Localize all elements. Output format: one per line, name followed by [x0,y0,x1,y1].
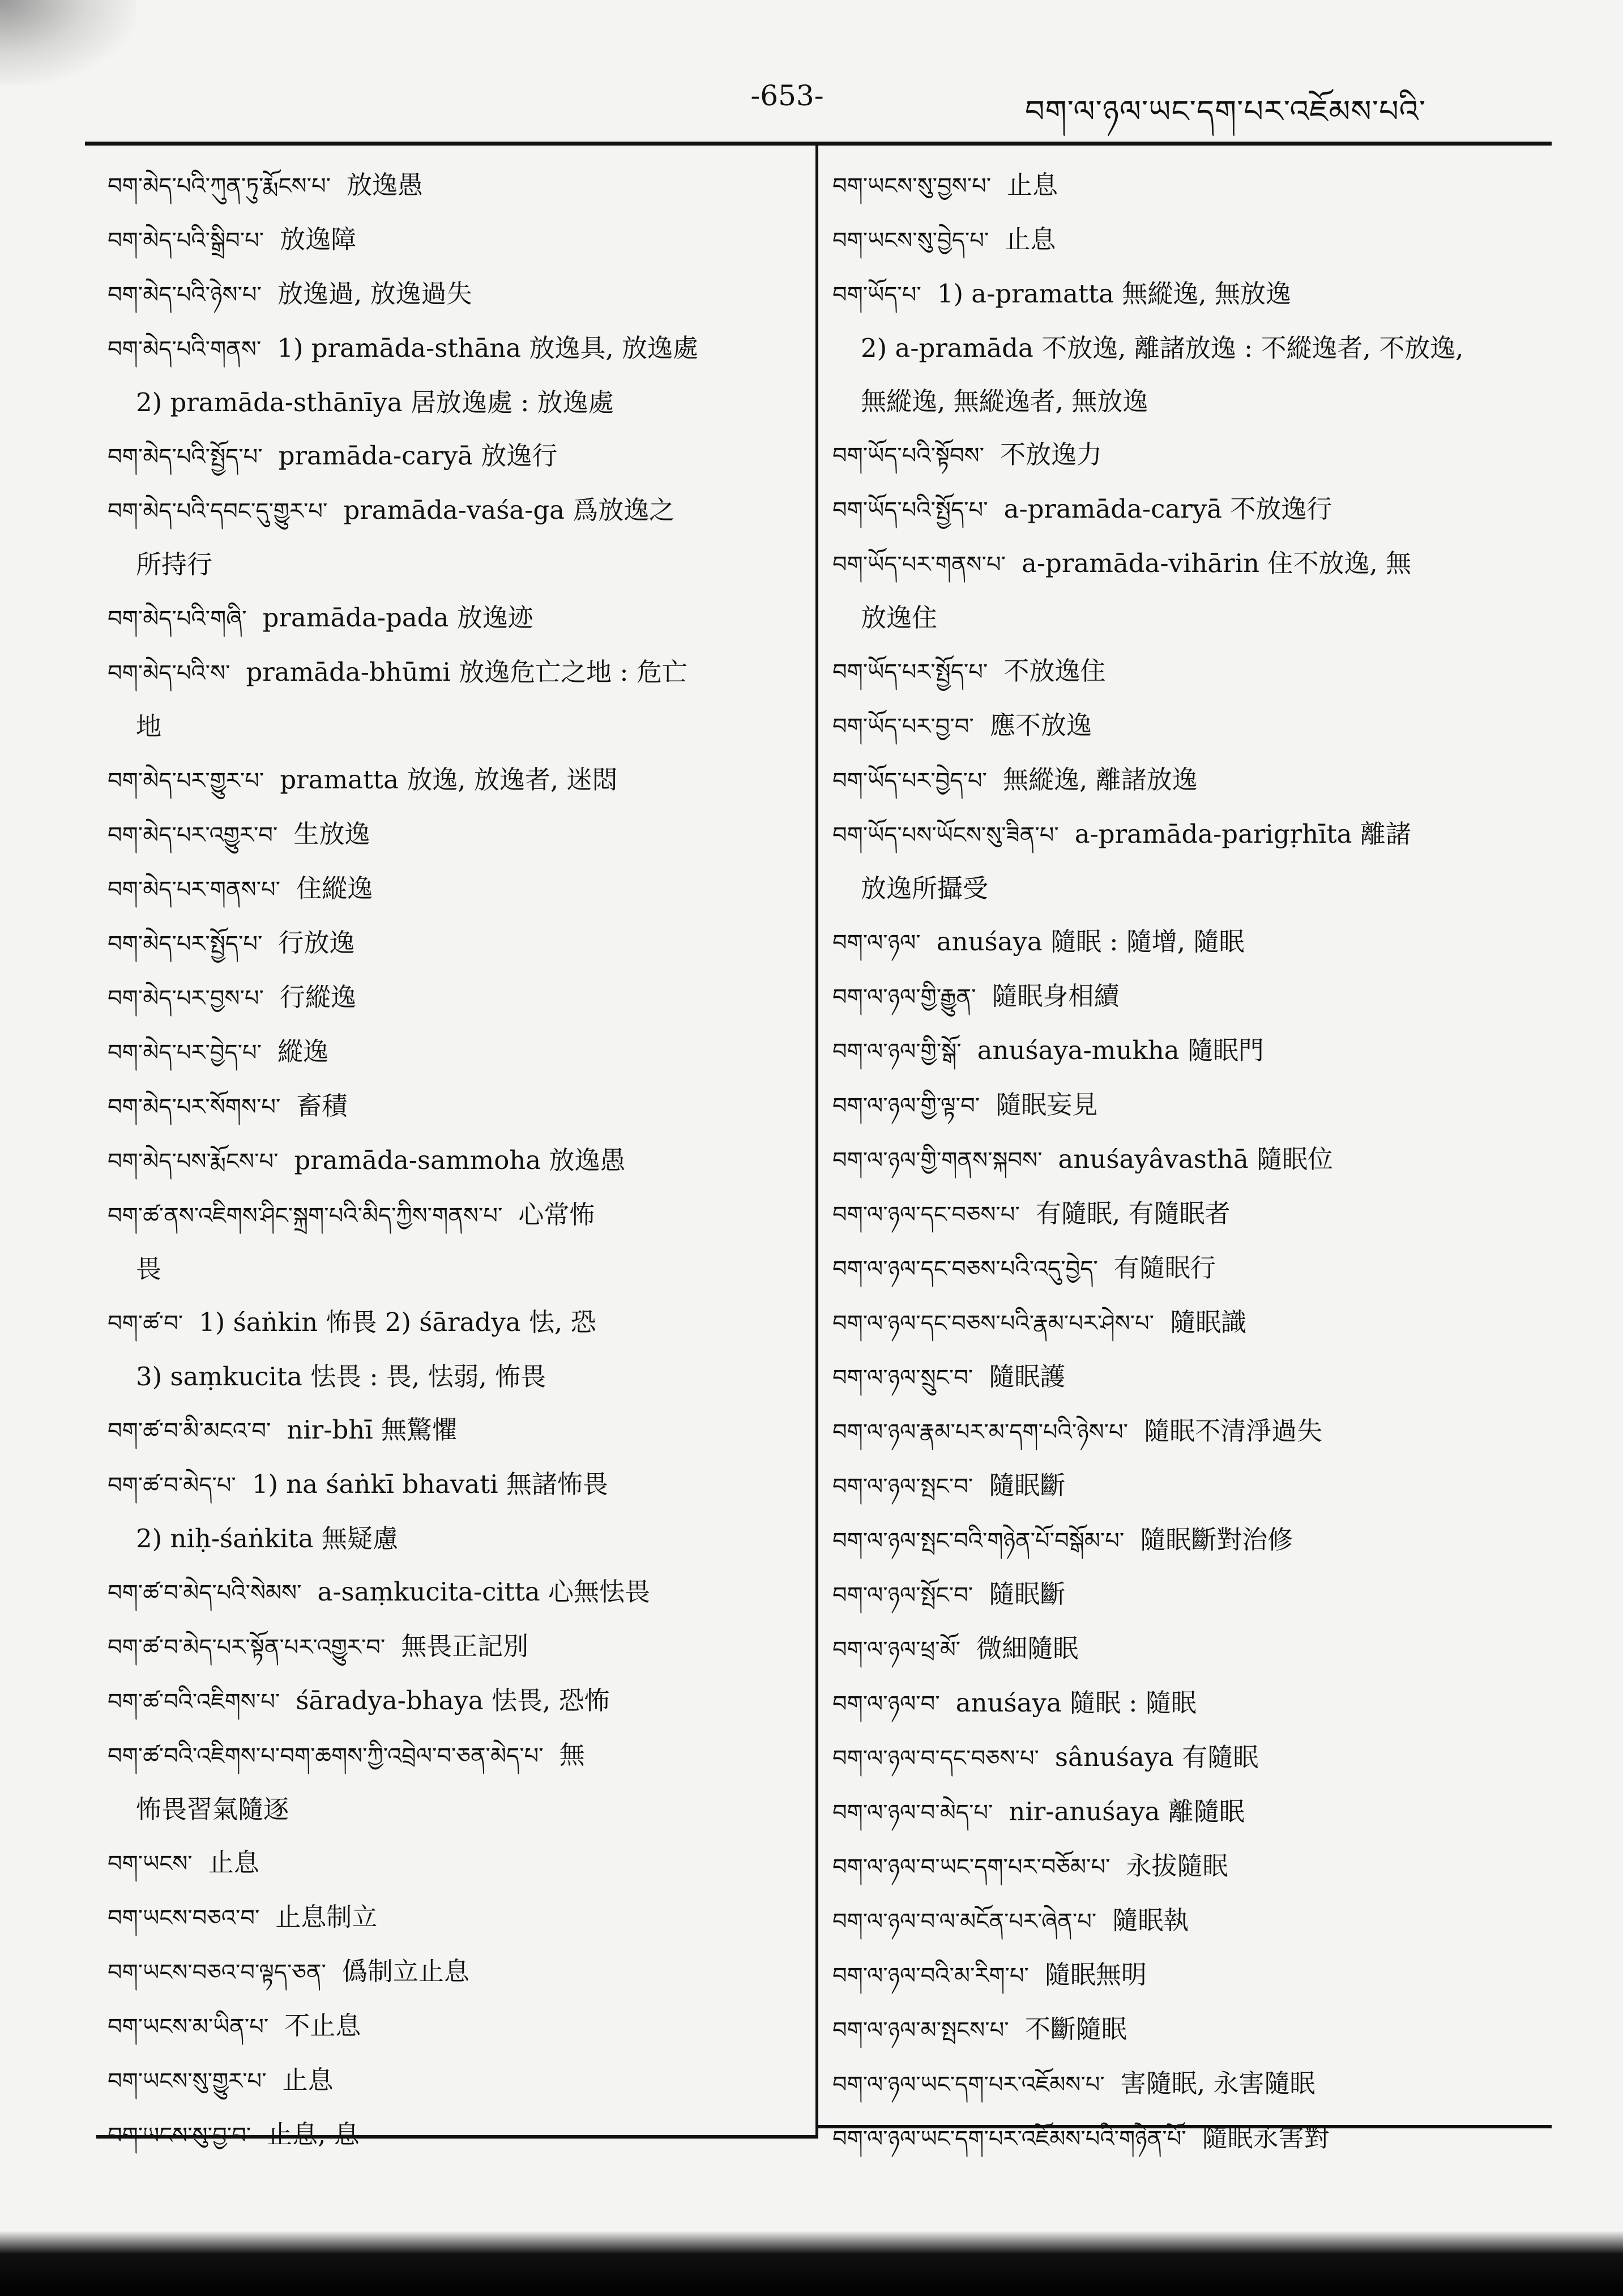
entry-definition: anuśaya 隨眠 : 隨眠 [955,1688,1197,1718]
dictionary-entry [832,1241,1540,1296]
dictionary-entry [108,2108,798,2162]
tibetan-headword: བག་ལ་ཉལ་བ་ལ་མངོན་པར་ཞེན་པ་ [832,1909,1097,1935]
entry-definition: 隨眠永害對 [1202,2123,1330,2153]
entry-definition: 止息, 息 [267,2119,360,2149]
dictionary-entry [108,1350,798,1403]
entry-definition: 有隨眠行 [1113,1253,1216,1283]
tibetan-headword: བག་ཚ་བ་མེད་པའི་སེམས་ [108,1580,302,1606]
dictionary-entry [832,2111,1540,2166]
entry-definition: 隨眠斷 [989,1579,1066,1609]
dictionary-entry [832,1731,1540,1785]
tibetan-headword: བག་ལ་ཉལ་བ་དང་བཅས་པ་ [832,1746,1039,1772]
tibetan-headword: བག་ཡངས་ [108,1851,193,1877]
entry-definition: 所持行 [136,549,213,579]
tibetan-headword: བག་མེད་པར་འགྱུར་བ་ [108,822,278,848]
dictionary-entry [108,1188,798,1243]
entry-definition: 無縱逸, 無縱逸者, 無放逸 [861,386,1148,416]
entry-definition: anuśayâvasthā 隨眠位 [1058,1144,1334,1174]
entry-definition: 不止息 [284,2011,361,2041]
entry-definition: 止息制立 [275,1902,378,1932]
entry-definition: 不放逸住 [1003,656,1106,686]
entry-definition: 1) pramāda-sthāna 放逸具, 放逸處 [277,333,699,363]
tibetan-headword: བག་ཚ་ནས་འཇིགས་ཤིང་སྐྲག་པའི་མིད་ཀྱིས་གནས་པ་ [108,1203,503,1229]
entry-definition: 有隨眠, 有隨眠者 [1035,1198,1231,1228]
tibetan-headword: བག་ལ་ཉལ་སྤོང་བ་ [832,1582,973,1608]
entry-definition: 隨眠護 [989,1362,1066,1392]
tibetan-headword: བག་མེད་པའི་ས་ [108,660,230,686]
entry-definition: 2) a-pramāda 不放逸, 離諸放逸 : 不縱逸者, 不放逸, [861,333,1464,363]
tibetan-headword: བག་ཚ་བ་མེད་པ་ [108,1473,236,1499]
entry-definition: 1) na śaṅkī bhavati 無諸怖畏 [251,1469,608,1499]
entry-definition: 隨眠不清淨過失 [1144,1416,1323,1446]
tibetan-headword: བག་མེད་པའི་གཞི་ [108,606,247,632]
tibetan-headword: བག་ཚ་བ་མེད་པར་སྟོན་པར་འགྱུར་བ་ [108,1634,386,1661]
dictionary-entry [108,213,798,267]
entry-definition: anuśaya 隨眠 : 隨增, 隨眠 [936,927,1245,957]
tibetan-headword: བག་ཡོད་པར་བྱ་བ་ [832,714,974,740]
tibetan-headword: བག་ལ་ཉལ་ཕྲ་མོ་ [832,1637,961,1663]
dictionary-entry [832,1296,1540,1350]
entry-definition: pramatta 放逸, 放逸者, 迷悶 [280,765,618,795]
entry-definition: 無 [559,1740,585,1770]
tibetan-headword: བག་ལ་ཉལ་སྤང་བ་ [832,1474,973,1500]
dictionary-entry [108,753,798,808]
dictionary-entry [108,1403,798,1458]
tibetan-headword: བག་ལ་ཉལ་སྤང་བའི་གཉེན་པོ་བསྒོམ་པ་ [832,1528,1125,1554]
tibetan-headword: བག་ཡོད་པར་གནས་པ་ [832,552,1006,578]
dictionary-entry [832,267,1540,322]
dictionary-entry [832,1513,1540,1568]
dictionary-entry [832,1133,1540,1187]
dictionary-entry [108,322,798,376]
entry-definition: anuśaya-mukha 隨眠門 [977,1035,1264,1065]
tibetan-headword: བག་མེད་པའི་སྤྱོད་པ་ [108,444,263,470]
tibetan-headword: བག་མེད་པའི་གནས་ [108,336,262,362]
entry-definition: 僞制立止息 [341,1956,469,1986]
entry-definition: 隨眠無明 [1044,1960,1147,1990]
header-rule [85,142,1552,146]
entry-definition: 隨眠身相續 [992,981,1120,1011]
tibetan-headword: བག་ཡངས་བཅའ་བ་ [108,1905,260,1931]
dictionary-entry [832,1024,1540,1078]
dictionary-entry [108,916,798,971]
tibetan-headword: བག་མེད་པར་སོགས་པ་ [108,1094,281,1120]
tibetan-headword: བག་ཡངས་སུ་གྱུར་པ་ [108,2068,267,2094]
dictionary-entry [108,429,798,484]
dictionary-entry [832,862,1540,915]
dictionary-entry [832,1785,1540,1840]
dictionary-entry [108,538,798,591]
dictionary-entry [108,591,798,646]
entry-definition: a-pramāda-vihārin 住不放逸, 無 [1022,548,1411,578]
tibetan-headword: བག་མེད་པར་གྱུར་པ་ [108,768,264,794]
dictionary-entry [108,1674,798,1729]
dictionary-entry [108,1620,798,1674]
dictionary-entry [108,646,798,700]
dictionary-entry [832,1187,1540,1241]
entry-definition: 放逸愚 [347,170,424,200]
tibetan-headword: བག་ལ་ཉལ་ཡང་དག་པར་འཇོམས་པའི་གཉེན་པོ་ [832,2126,1186,2152]
entry-definition: a-pramāda-parigṛhīta 離諸 [1074,819,1411,849]
dictionary-entry [832,591,1540,645]
entry-definition: 生放逸 [293,819,370,849]
tibetan-headword: བག་མེད་པར་གནས་པ་ [108,877,281,903]
dictionary-entry [832,213,1540,267]
tibetan-headword: བག་ལ་ཉལ་ [832,930,921,956]
dictionary-entry [832,1894,1540,1948]
entry-definition: 不放逸力 [1000,439,1103,470]
entry-definition: 無縱逸, 離諸放逸 [1002,765,1198,795]
entry-definition: 行放逸 [278,928,355,958]
tibetan-headword: བག་ལ་ཉལ་དང་བཅས་པ་ [832,1202,1020,1228]
entry-definition: 微細隨眠 [976,1633,1079,1663]
tibetan-headword: བག་ལ་ཉལ་དང་བཅས་པའི་རྣམ་པར་ཤེས་པ་ [832,1311,1155,1337]
entry-definition: pramāda-sammoha 放逸愚 [294,1145,626,1175]
tibetan-headword: བག་ཡོད་པ་ [832,282,921,308]
entry-definition: a-pramāda-caryā 不放逸行 [1003,494,1332,524]
scan-corner-smudge [0,0,136,85]
dictionary-entry [832,1350,1540,1405]
entry-definition: pramāda-bhūmi 放逸危亡之地 : 危亡 [246,657,687,687]
dictionary-entry [108,1134,798,1188]
entry-definition: nir-anuśaya 離隨眠 [1009,1796,1245,1826]
entry-definition: 畏 [136,1254,162,1284]
dictionary-entry [108,971,798,1025]
tibetan-headword: བག་མེད་པའི་ཉེས་པ་ [108,282,262,308]
dictionary-entry [832,808,1540,862]
tibetan-headword: བག་མེད་པའི་སྒྲིབ་པ་ [108,228,264,254]
entry-definition: 放逸住 [861,603,938,633]
tibetan-headword: བག་ཚ་བ་ [108,1311,183,1337]
entry-definition: a-saṃkucita-citta 心無怯畏 [317,1577,650,1607]
tibetan-headword: བག་ལ་ཉལ་མ་སྤངས་པ་ [832,2017,1009,2043]
dictionary-entry [108,484,798,538]
dictionary-entry [832,483,1540,537]
tibetan-headword: བག་ཡངས་སུ་བྱས་པ་ [832,173,992,199]
dictionary-entry [108,1025,798,1079]
dictionary-entry [832,1459,1540,1513]
tibetan-headword: བག་ལ་ཉལ་རྣམ་པར་མ་དག་པའི་ཉེས་པ་ [832,1419,1129,1445]
entry-definition: 隨眠斷對治修 [1140,1525,1293,1555]
entry-definition: 放逸過, 放逸過失 [277,279,472,309]
scan-edge-band [0,2231,1623,2296]
dictionary-entry [832,970,1540,1024]
entry-definition: nir-bhī 無驚懼 [287,1415,458,1445]
entry-definition: pramāda-vaśa-ga 爲放逸之 [343,495,675,525]
dictionary-entry [108,1999,798,2054]
tibetan-headword: བག་ལ་ཉལ་བའི་མ་རིག་པ་ [832,1963,1029,1989]
tibetan-headword: བག་ཡངས་བཅའ་བ་ལྟད་ཅན་ [108,1960,326,1986]
dictionary-entry [832,1622,1540,1676]
column-divider [815,142,818,2135]
entry-definition: 1) a-pramatta 無縱逸, 無放逸 [937,279,1291,309]
entry-definition: 止息 [1005,224,1056,254]
dictionary-entry [832,159,1540,213]
dictionary-entry [832,1405,1540,1459]
entry-definition: 2) niḥ-śaṅkita 無疑慮 [136,1523,398,1554]
dictionary-entry [108,1945,798,1999]
entry-definition: 放逸障 [280,224,357,254]
tibetan-headword: བག་ཡངས་སུ་བྱ་བ་ [108,2123,251,2149]
dictionary-entry [108,1783,798,1836]
dictionary-entry [832,322,1540,375]
dictionary-entry [108,1729,798,1783]
dictionary-entry [108,1890,798,1945]
tibetan-headword: བག་ལ་ཉལ་སྲུང་བ་ [832,1365,973,1391]
tibetan-headword: བག་མེད་པར་སྤྱོད་པ་ [108,931,263,957]
tibetan-headword: བག་མེད་པར་བྱས་པ་ [108,985,264,1012]
entry-definition: 縱逸 [277,1036,329,1066]
entry-definition: 怖畏習氣隨逐 [136,1794,289,1824]
entry-definition: 2) pramāda-sthānīya 居放逸處 : 放逸處 [136,387,614,417]
tibetan-headword: བག་ཚ་བའི་འཇིགས་པ་ [108,1689,280,1715]
entry-definition: 應不放逸 [989,710,1092,740]
tibetan-headword: བག་མེད་པའི་དབང་དུ་གྱུར་པ་ [108,498,328,524]
dictionary-entry [108,1243,798,1296]
tibetan-headword: བག་ལ་ཉལ་བ་ཡང་དག་པར་བཅོམ་པ་ [832,1854,1111,1880]
tibetan-headword: བག་མེད་པའི་ཀུན་ཏུ་རྨོངས་པ་ [108,173,331,199]
dictionary-entry [108,159,798,213]
dictionary-entry [108,376,798,429]
entry-definition: 隨眠斷 [989,1470,1066,1500]
entry-definition: 不斷隨眠 [1024,2014,1127,2044]
entry-definition: 無畏正記別 [401,1631,529,1661]
tibetan-headword: བག་ཚ་བ་མི་མངའ་བ་ [108,1418,271,1444]
dictionary-entry [832,1840,1540,1894]
entry-definition: 畜積 [296,1091,348,1121]
dictionary-entry [108,1512,798,1565]
entry-definition: sânuśaya 有隨眠 [1054,1742,1259,1772]
entry-definition: 地 [136,711,162,741]
entry-definition: 永拔隨眠 [1126,1851,1228,1881]
dictionary-entry [108,1079,798,1134]
dictionary-entry [108,862,798,916]
dictionary-entry [832,1078,1540,1133]
entry-definition: 住縱逸 [296,873,373,903]
entry-definition: 止息 [1007,170,1058,200]
right-column [832,159,1540,2166]
dictionary-entry [108,267,798,322]
dictionary-entry [108,700,798,753]
entry-definition: 隨眠執 [1112,1905,1189,1935]
entry-definition: 止息 [208,1847,259,1877]
entry-definition: pramāda-pada 放逸迹 [262,603,533,633]
tibetan-headword: བག་མེད་པར་བྱེད་པ་ [108,1040,262,1066]
entry-definition: 1) śaṅkin 怖畏 2) śāradya 怯, 恐 [199,1307,596,1337]
left-column [108,159,798,2162]
tibetan-headword: བག་ཡོད་པར་བྱེད་པ་ [832,768,987,794]
tibetan-headword: བག་ཡོད་པའི་སྤྱོད་པ་ [832,497,988,523]
dictionary-entry [832,1948,1540,2003]
dictionary-entry [832,428,1540,483]
dictionary-entry [832,699,1540,753]
tibetan-headword: བག་ལ་ཉལ་ཡང་དག་པར་འཇོམས་པ་ [832,2072,1105,2098]
dictionary-entry [832,753,1540,808]
entry-definition: 放逸所攝受 [861,873,989,903]
tibetan-headword: བག་ཡོད་པས་ཡོངས་སུ་ཟིན་པ་ [832,822,1059,848]
tibetan-headword: བག་ཡངས་སུ་བྱེད་པ་ [832,228,989,254]
tibetan-headword: བག་ལ་ཉལ་གྱི་གནས་སྐབས་ [832,1147,1043,1173]
entry-definition: 行縱逸 [279,982,356,1012]
dictionary-entry [108,2054,798,2108]
tibetan-headword: བག་ལ་ཉལ་བ་ [832,1691,940,1717]
dictionary-entry [108,1458,798,1512]
tibetan-headword: བག་ལ་ཉལ་དང་བཅས་པའི་འདུ་བྱེད་ [832,1256,1098,1282]
entry-definition: 心常怖 [518,1200,595,1230]
entry-definition: pramāda-caryā 放逸行 [278,441,558,471]
entry-definition: śāradya-bhaya 怯畏, 恐怖 [296,1685,610,1715]
dictionary-entry [832,375,1540,428]
dictionary-entry [108,1836,798,1890]
tibetan-headword: བག་མེད་པས་རྨོངས་པ་ [108,1149,279,1175]
tibetan-headword: བག་ཡོད་པར་སྤྱོད་པ་ [832,659,988,685]
entry-definition: 害隨眠, 永害隨眠 [1120,2068,1316,2098]
tibetan-headword: བག་ཡོད་པའི་སྟོབས་ [832,443,985,469]
running-header: བག་ལ་ཉལ་ཡང་དག་པར་འཇོམས་པའི་ [1025,93,1426,129]
entry-definition: 隨眠識 [1170,1307,1247,1337]
entry-definition: 止息 [282,2065,334,2095]
dictionary-entry [832,1676,1540,1731]
tibetan-headword: བག་ཚ་བའི་འཇིགས་པ་བག་ཆགས་ཀྱི་འབྲེལ་བ་ཅན་མེད་པ་ [108,1743,544,1769]
entry-definition: 隨眠妄見 [996,1090,1098,1120]
dictionary-entry [832,645,1540,699]
tibetan-headword: བག་ཡངས་མ་ཡིན་པ་ [108,2014,269,2040]
tibetan-headword: བག་ལ་ཉལ་གྱི་སྒོ་ [832,1039,962,1065]
dictionary-entry [108,1565,798,1620]
dictionary-entry [108,1296,798,1350]
entry-definition: 3) saṃkucita 怯畏 : 畏, 怯弱, 怖畏 [136,1362,546,1392]
tibetan-headword: བག་ལ་ཉལ་གྱི་ལྟ་བ་ [832,1093,980,1119]
tibetan-headword: བག་ལ་ཉལ་གྱི་རྒྱུན་ [832,984,976,1010]
dictionary-entry [832,2057,1540,2111]
dictionary-entry [832,915,1540,970]
dictionary-entry [832,1568,1540,1622]
page-number: -653- [750,79,824,112]
tibetan-headword: བག་ལ་ཉལ་བ་མེད་པ་ [832,1800,993,1826]
dictionary-entry [832,537,1540,591]
dictionary-entry [108,808,798,862]
dictionary-entry [832,2003,1540,2057]
